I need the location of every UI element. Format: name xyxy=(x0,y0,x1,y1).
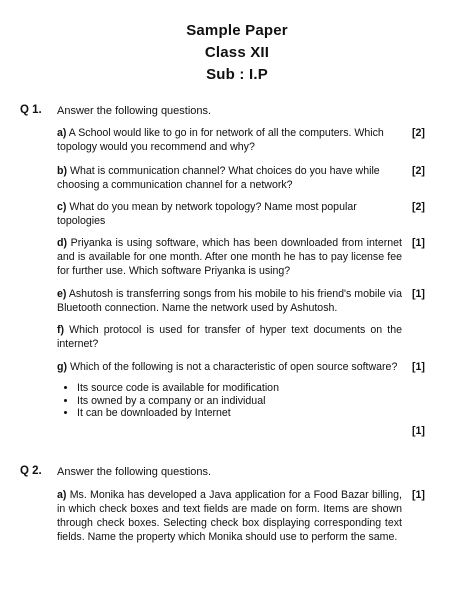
question-2-intro: Answer the following questions. xyxy=(57,466,212,478)
part-letter: b) xyxy=(57,165,67,177)
part-text: Priyanka is using software, which has been downloaded from internet and is available for one month. After one month he has to pay license fee for further use. Which software Priyanka is using? xyxy=(57,237,402,277)
part-letter: g) xyxy=(57,361,67,373)
part-text: Ashutosh is transferring songs from his mobile to his friend's mobile via Bluetooth connection. Name the network used by Ashutosh. xyxy=(57,288,402,314)
option-list xyxy=(57,382,279,420)
question-1-part-c xyxy=(57,200,402,228)
question-1-part-g-marks: [1] xyxy=(412,361,425,373)
option-item: • It can be downloaded by Internet xyxy=(77,407,279,420)
part-text: A School would like to go in for network of all the computers. Which topology would you recommend and why? xyxy=(57,127,384,153)
option-item: • Its source code is available for modification xyxy=(77,382,279,395)
part-text: What is communication channel? What choices do you have while choosing a communication channel for a network? xyxy=(57,165,380,191)
paper-header xyxy=(0,20,474,86)
class-line: Class XII xyxy=(204,44,270,61)
question-1-trailing-marks: [1] xyxy=(412,425,425,437)
question-1-part-e-marks: [1] xyxy=(412,288,425,300)
subject-line: Sub : I.P xyxy=(206,66,268,83)
paper-title: Sample Paper xyxy=(186,22,288,39)
part-letter: c) xyxy=(57,201,67,213)
question-1-part-f xyxy=(57,323,402,351)
question-2-part-a xyxy=(57,488,402,544)
part-letter: f) xyxy=(57,324,65,336)
question-1-intro: Answer the following questions. xyxy=(57,105,212,117)
question-1-part-d-marks: [1] xyxy=(412,237,425,249)
question-1-part-b xyxy=(57,164,402,192)
question-1-part-e xyxy=(57,287,402,315)
option-item: • Its owned by a company or an individual xyxy=(77,395,279,408)
question-1-part-g xyxy=(57,360,402,374)
part-letter: e) xyxy=(57,288,67,300)
question-1-number: Q 1. xyxy=(20,104,42,116)
question-1-part-a xyxy=(57,126,402,154)
question-2-part-a-marks: [1] xyxy=(412,489,425,501)
part-letter: d) xyxy=(57,237,67,249)
question-1-part-b-marks: [2] xyxy=(412,165,425,177)
part-text: Which protocol is used for transfer of hyper text documents on the internet? xyxy=(57,324,402,350)
part-letter: a) xyxy=(57,127,67,139)
question-1-part-a-marks: [2] xyxy=(412,127,425,139)
question-1-part-c-marks: [2] xyxy=(412,201,425,213)
part-letter: a) xyxy=(57,489,67,501)
question-2-number: Q 2. xyxy=(20,465,42,477)
question-1-part-d xyxy=(57,236,402,278)
part-text: What do you mean by network topology? Name most popular topologies xyxy=(57,201,357,227)
part-text: Ms. Monika has developed a Java application for a Food Bazar billing, in which check boxes and text fields are made on form. Items are shown through check boxes. Selecting check box displaying corresponding text fields. Name the property which Monika should use to perform the same. xyxy=(57,489,402,543)
part-text: Which of the following is not a characteristic of open source software? xyxy=(69,361,398,373)
